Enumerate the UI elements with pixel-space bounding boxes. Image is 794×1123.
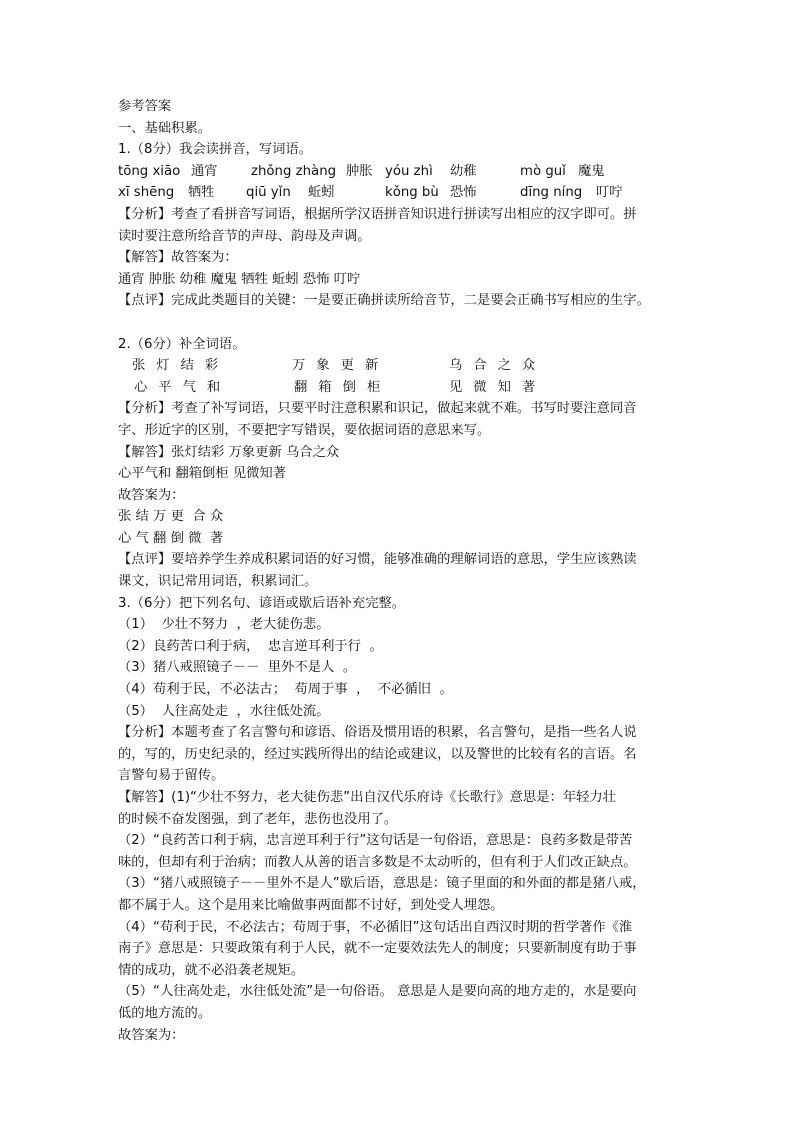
comment-text: 课文，识记常用词语，积累词汇。 — [118, 574, 318, 590]
fill-item: （3）猪八戒照镜子－－ 里外不是人 。 — [118, 660, 357, 676]
idiom-item: 心平气和 — [134, 379, 232, 395]
question-2-heading: 2.（6分）补全词语。 — [118, 336, 246, 352]
word-item: 幼稚 — [450, 163, 477, 179]
answer-text: 通宵 肿胀 幼稚 魔鬼 牺牲 蚯蚓 恐怖 叮咛 — [118, 271, 361, 287]
section-heading: 一、基础积累。 — [118, 120, 212, 136]
comment-text: 【点评】完成此类题目的关键：一是要正确拼读所给音节，二是要会正确书写相应的生字。 — [118, 293, 650, 309]
word-item: 魔鬼 — [578, 163, 605, 179]
analysis-text: 的，写的，历史纪录的，经过实践所得出的结论或建议，以及警世的比较有名的言语。名 — [118, 746, 637, 762]
answer-text: （3）“猪八戒照镜子－－里外不是人”歇后语，意思是：镜子里面的和外面的都是猪八戒， — [118, 876, 646, 892]
pinyin-item: zhǒng zhàng — [251, 163, 337, 179]
question-3-heading: 3.（6分）把下列名句、谚语或歇后语补充完整。 — [118, 595, 406, 611]
idiom-item: 万象更新 — [292, 358, 390, 374]
pinyin-item: tōng xiāo — [118, 163, 181, 179]
answer-text: 心平气和 翻箱倒柜 见微知著 — [118, 466, 287, 482]
pinyin-item: qiū yǐn — [246, 185, 291, 201]
document-title: 参考答案 — [118, 99, 172, 114]
analysis-text: 言警句易于留传。 — [118, 768, 225, 784]
answer-text: （2）“良药苦口利于病，忠言逆耳利于行”这句话是一句俗语，意思是：良药多数是带苦 — [118, 833, 633, 849]
analysis-text: 【分析】考查了补写词语，只要平时注意积累和识记，做起来就不难。书写时要注意同音 — [118, 401, 637, 417]
pinyin-row-2 — [118, 182, 678, 204]
pinyin-row-1 — [118, 161, 678, 183]
answer-text: 的时候不奋发图强，到了老年，悲伤也没用了。 — [118, 811, 398, 827]
analysis-text: 【分析】考查了看拼音写词语，根据所学汉语拼音知识进行拼读写出相应的汉字即可。拼 — [118, 206, 637, 222]
idiom-item: 翻箱倒柜 — [294, 379, 392, 395]
idiom-item: 张灯结彩 — [132, 358, 230, 374]
answer-text: 情的成功，就不必沿袭老规矩。 — [118, 962, 305, 978]
answer-label: 【解答】故答案为： — [118, 250, 238, 266]
question-1-heading: 1.（8分）我会读拼音，写词语。 — [118, 142, 313, 158]
answer-text: 都不属于人。这个是用来比喻做事两面都不讨好，到处受人埋怨。 — [118, 897, 504, 913]
word-item: 蚯蚓 — [308, 185, 335, 201]
answer-text: 低的地方流的。 — [118, 1005, 212, 1021]
analysis-text: 【分析】本题考查了名言警句和谚语、俗语及惯用语的积累，名言警句，是指一些名人说 — [118, 725, 637, 741]
comment-text: 【点评】要培养学生养成积累词语的好习惯，能够准确的理解词语的意思，学生应该熟读 — [118, 552, 637, 568]
analysis-text: 字、形近字的区别，不要把字写错误，要依据词语的意思来写。 — [118, 422, 491, 438]
fill-item: （1） 少壮不努力 ，老大徒伤悲。 — [118, 617, 330, 633]
answer-text: 味的，但却有利于治病；而教人从善的语言多数是不太动听的，但有利于人们改正缺点。 — [118, 854, 637, 870]
pinyin-item: dīng níng — [520, 185, 583, 201]
fill-item: （5） 人往高处走 ，水往低处流。 — [118, 703, 330, 719]
answer-text: 【解答】张灯结彩 万象更新 乌合之众 — [118, 444, 340, 460]
answer-document — [118, 96, 678, 1046]
fill-answer: 心 气 翻 倒 微 著 — [118, 530, 224, 546]
spacer — [118, 312, 678, 334]
word-item: 叮咛 — [596, 185, 623, 201]
fill-item: （2）良药苦口利于病， 忠言逆耳利于行 。 — [118, 638, 383, 654]
idiom-item: 见微知著 — [449, 379, 547, 395]
word-item: 肿胀 — [346, 163, 373, 179]
answer-text: （5）“人往高处走，水往低处流”是一句俗语。 意思是人是要向高的地方走的，水是要向 — [118, 984, 637, 1000]
answer-text: 南子》意思是：只要政策有利于人民，就不一定要效法先人的制度；只要新制度有助于事 — [118, 941, 637, 957]
fill-item: （4）苟利于民，不必法古； 苟周于事 ， 不必循旧 。 — [118, 682, 453, 698]
pinyin-item: mò guǐ — [520, 163, 566, 179]
idiom-row-1 — [118, 355, 678, 377]
answer-text: 【解答】(1)“少壮不努力，老大徒伤悲”出自汉代乐府诗《长歌行》意思是：年轻力壮 — [118, 790, 617, 805]
word-item: 牺牲 — [188, 185, 215, 201]
pinyin-item: xī shēng — [118, 185, 175, 201]
idiom-item: 乌合之众 — [449, 358, 547, 374]
idiom-row-2 — [118, 377, 678, 399]
answer-label: 故答案为： — [118, 487, 185, 503]
fill-answer: 张 结 万 更 合 众 — [118, 509, 224, 525]
pinyin-item: yóu zhì — [385, 163, 433, 179]
word-item: 恐怖 — [450, 185, 477, 201]
answer-label: 故答案为： — [118, 1027, 185, 1043]
answer-text: （4）“苟利于民，不必法古；苟周于事，不必循旧”这句话出自西汉时期的哲学著作《淮 — [118, 919, 633, 935]
analysis-text: 读时要注意所给音节的声母、韵母及声调。 — [118, 228, 371, 244]
pinyin-item: kǒng bù — [385, 185, 439, 201]
word-item: 通宵 — [191, 163, 218, 179]
